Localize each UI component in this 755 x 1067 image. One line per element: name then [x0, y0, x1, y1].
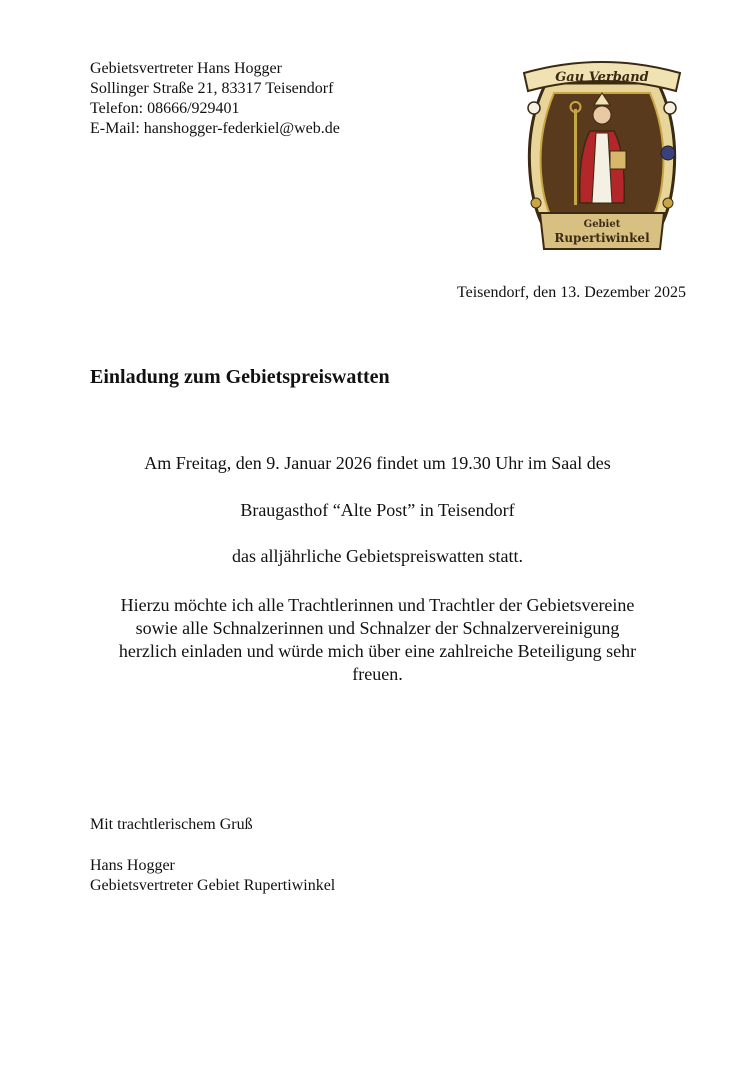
sender-phone: Telefon: 08666/929401 [90, 100, 240, 117]
sender-email: E-Mail: hanshogger-federkiel@web.de [90, 120, 340, 137]
body-line-2: Braugasthof “Alte Post” in Teisendorf [240, 500, 515, 520]
paragraph-line: freuen. [352, 664, 403, 684]
signer-name: Hans Hogger [90, 857, 175, 874]
logo-top-text: Gau Verband [555, 70, 649, 85]
sender-address-block [90, 59, 340, 139]
signature-block [90, 856, 335, 896]
logo-bottom-text-2: Rupertiwinkel [554, 231, 650, 245]
closing-greeting: Mit trachtlerischem Gruß [90, 816, 253, 833]
letter-date: Teisendorf, den 13. Dezember 2025 [456, 284, 686, 301]
paragraph-line: herzlich einladen und würde mich über eine zahlreiche Beteiligung sehr [118, 641, 637, 661]
signer-title: Gebietsvertreter Gebiet Rupertiwinkel [90, 877, 336, 894]
paragraph-line: sowie alle Schnalzerinnen und Schnalzer der Schnalzervereinigung [135, 618, 620, 638]
invitation-paragraph [60, 594, 695, 686]
letter-subject: Einladung zum Gebietspreiswatten [90, 366, 390, 388]
paragraph-line: Hierzu möchte ich alle Trachtlerinnen und Trachtler der Gebietsvereine [120, 595, 635, 615]
logo-bottom-text-1: Gebiet [583, 219, 621, 230]
sender-name: Gebietsvertreter Hans Hogger [90, 60, 282, 77]
gauverband-logo [516, 53, 688, 261]
sender-street: Sollinger Straße 21, 83317 Teisendorf [90, 80, 334, 97]
body-line-3: das alljährliche Gebietspreiswatten statt. [232, 546, 523, 566]
body-line-1: Am Freitag, den 9. Januar 2026 findet um 19.30 Uhr im Saal des [144, 453, 611, 473]
